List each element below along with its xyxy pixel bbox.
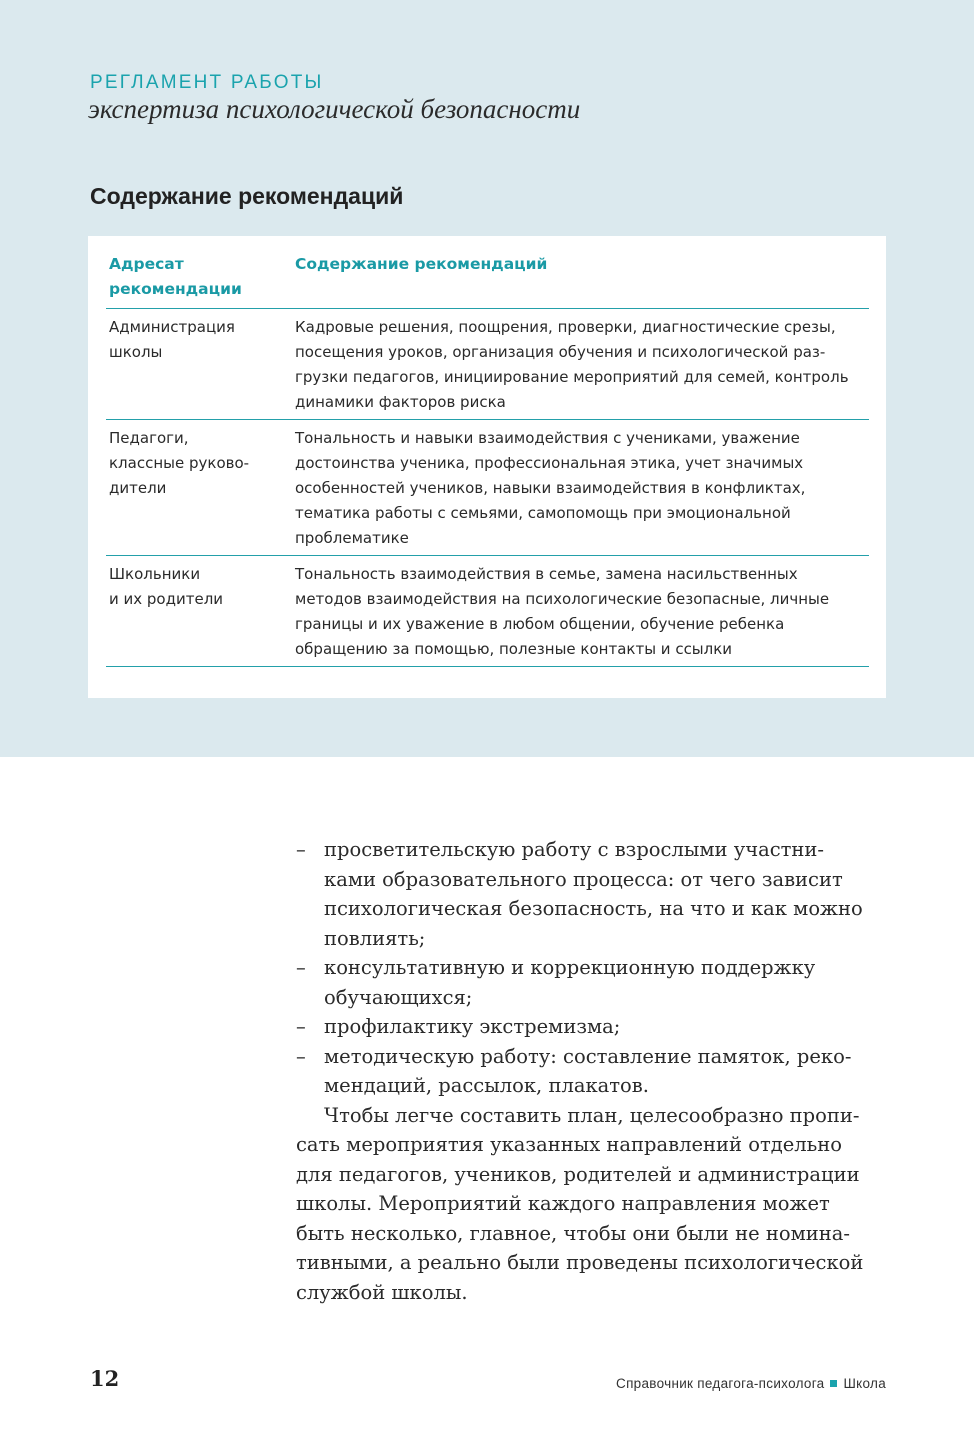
- list-item: – просветительскую работу с взрослыми участни- ками образовательного процесса: от чего зависит психологическая безопасность, на что и как можно повлиять;: [296, 835, 888, 953]
- bullet-dash: –: [296, 1015, 306, 1038]
- column-header-addressee: Адресат рекомендации: [106, 252, 292, 309]
- body-text: [296, 835, 888, 1307]
- rubric-subtitle: экспертиза психологической безопасности: [88, 94, 581, 124]
- content-cell: Тональность и навыки взаимодействия с учениками, уважение достоинства ученика, профессиональная этика, учет значимых особенностей учеников, навыки взаимодействия в конфликтах, тематика работы с семьями, самопомощь при эмоциональной проблематике: [292, 420, 869, 556]
- content-cell: Тональность взаимодействия в семье, замена насильственных методов взаимодействия на психологические безопасные, личные границы и их уважение в любом общении, обучение ребенка обращению за помощью, полезные контакты и ссылки: [292, 556, 869, 667]
- table-row: [106, 309, 869, 420]
- publication-title: Справочник педагога-психолога: [616, 1376, 825, 1391]
- running-footer: [616, 1376, 886, 1391]
- table-header-row: [106, 252, 869, 309]
- table-row: [106, 556, 869, 667]
- page-number: 12: [90, 1366, 120, 1391]
- body-paragraph: Чтобы легче составить план, целесообразно пропи- сать мероприятия указанных направлений отдельно для педагогов, учеников, родителей и администрации школы. Мероприятий каждого направления может быть несколько, главное, чтобы они были не номина- тивными, а реально были проведены психологической службой школы.: [296, 1103, 864, 1304]
- bullet-dash: –: [296, 956, 306, 979]
- publication-section: Школа: [843, 1376, 886, 1391]
- section-title: Содержание рекомендаций: [90, 183, 404, 209]
- addressee-cell: Школьники и их родители: [106, 556, 292, 667]
- content-cell: Кадровые решения, поощрения, проверки, диагностические срезы, посещения уроков, организация обучения и психологической раз- грузки педагогов, инициирование мероприятий для семей, контроль динамики факторов риска: [292, 309, 869, 420]
- list-item: – консультативную и коррекционную поддержку обучающихся;: [296, 953, 888, 1012]
- table-row: [106, 420, 869, 556]
- list-item: – методическую работу: составление памяток, реко- мендаций, рассылок, плакатов.: [296, 1042, 888, 1101]
- list-item: – профилактику экстремизма;: [296, 1012, 888, 1042]
- recommendations-table: [106, 252, 869, 667]
- recommendations-table-card: [88, 236, 886, 698]
- rubric-kicker: РЕГЛАМЕНТ РАБОТЫ: [90, 72, 324, 93]
- square-separator-icon: [830, 1380, 837, 1387]
- addressee-cell: Администрация школы: [106, 309, 292, 420]
- bullet-dash: –: [296, 1044, 306, 1068]
- addressee-cell: Педагоги, классные руково- дители: [106, 420, 292, 556]
- bullet-dash: –: [296, 838, 306, 861]
- column-header-content: Содержание рекомендаций: [292, 252, 869, 309]
